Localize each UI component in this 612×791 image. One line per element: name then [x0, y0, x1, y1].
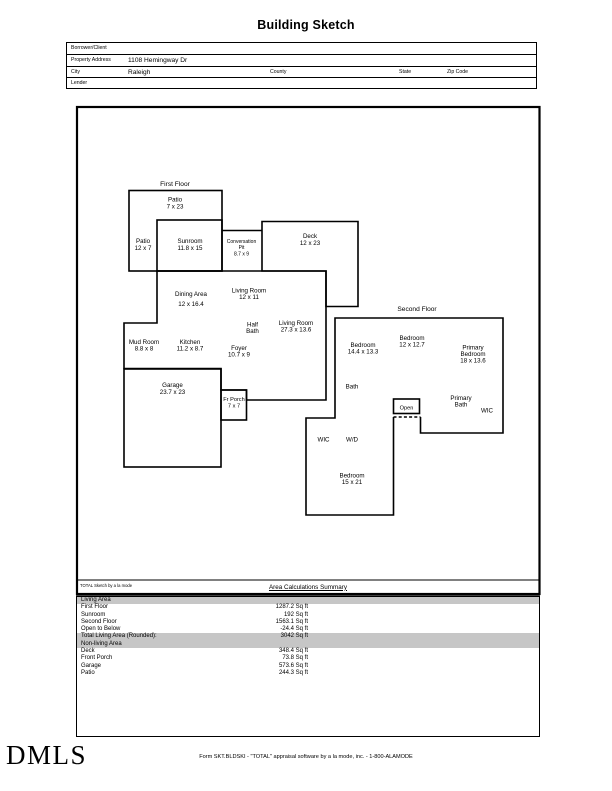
- room-label-foyer: Foyer: [231, 345, 247, 352]
- dmls-logo: DMLS: [6, 740, 88, 770]
- room-dims-patio-top: 7 x 23: [166, 203, 184, 211]
- area-calculations-table: [76, 596, 540, 737]
- room-label-wic-wing: WIC: [317, 436, 330, 444]
- summary-title-text: Area Calculations Summary: [268, 583, 348, 591]
- county-label: County: [270, 68, 287, 75]
- table-row: [77, 670, 539, 677]
- room-dims-garage: 23.7 x 23: [159, 389, 186, 396]
- city-label: City: [71, 68, 80, 75]
- row-value: 573.6 Sq ft: [278, 662, 308, 669]
- borrower-label: Borrower/Client: [71, 45, 107, 51]
- room-dims-foyer: 10.7 x 9: [227, 351, 251, 359]
- row-label: Deck: [81, 648, 95, 655]
- room-label-deck: Deck: [302, 233, 318, 240]
- room-dims-deck: 12 x 23: [299, 240, 321, 247]
- row-label: Garage: [81, 662, 102, 669]
- row-value: 348.4 Sq ft: [278, 648, 308, 655]
- row-label: First Floor: [81, 604, 108, 611]
- city-value: Raleigh: [128, 68, 151, 76]
- room-label-primary-bedroom-2: Bedroom: [460, 351, 486, 358]
- row-label: Front Porch: [81, 655, 113, 662]
- room-dims-mud-room: 8.8 x 8: [134, 345, 154, 353]
- total-label: Total Living Area (Rounded):: [81, 633, 157, 640]
- lender-label: Lender: [71, 79, 88, 86]
- room-label-sunroom: Sunroom: [177, 238, 203, 245]
- row-value: 1287.2 Sq ft: [275, 604, 308, 611]
- room-label-patio-left: Patio: [135, 238, 151, 245]
- room-label-patio-top: Patio: [167, 196, 183, 204]
- room-label-garage: Garage: [162, 382, 183, 389]
- room-label-half-bath-2: Bath: [246, 328, 259, 335]
- room-label-living2: Living Room: [278, 320, 314, 327]
- total-value: 3042 Sq ft: [280, 633, 308, 640]
- row-value: 1563.1 Sq ft: [275, 618, 308, 625]
- room-label-primary-bath: Primary: [450, 395, 472, 402]
- row-label: Open to Below: [81, 626, 121, 633]
- room-label-primary-bath-2: Bath: [454, 401, 468, 409]
- room-dims-primary-bedroom: 18 x 13.6: [460, 357, 486, 365]
- room-label-fr-porch: Fr Porch: [223, 397, 245, 403]
- room-label-living1: Living Room: [231, 287, 267, 295]
- nonliving-area-header: Non-living Area: [81, 640, 122, 647]
- room-dims-conversation-pit: 8.7 x 9: [233, 251, 250, 258]
- room-label-primary-bedroom: Primary: [462, 344, 484, 352]
- room-label-conversation-pit: Conversation: [226, 239, 257, 245]
- form-footer-text: Form SKT.BLDSKI - "TOTAL" appraisal software by a la mode, inc. - 1-800-ALAMODE: [199, 754, 413, 760]
- row-value: -24.4 Sq ft: [280, 626, 308, 633]
- row-label: Sunroom: [81, 611, 106, 618]
- table-row: [77, 655, 539, 662]
- room-dims-fr-porch: 7 x 7: [227, 403, 241, 410]
- room-label-mud-room: Mud Room: [128, 339, 160, 346]
- room-dims-living1: 12 x 11: [239, 294, 259, 301]
- room-label-bath: Bath: [345, 383, 359, 391]
- room-label-kitchen: Kitchen: [179, 339, 201, 346]
- sketch-credit: TOTAL Sketch by a la mode: [80, 583, 133, 588]
- room-label-bedroom3: Bedroom: [339, 472, 365, 480]
- nonliving-area-header-row: [77, 641, 539, 648]
- first-floor-outline: [124, 271, 326, 400]
- state-label: State: [399, 68, 412, 75]
- room-dims-bedroom1: 14.4 x 13.3: [347, 348, 379, 356]
- total-living-area-row: [77, 633, 539, 640]
- room-dims-patio-left: 12 x 7: [134, 245, 152, 252]
- second-floor-label: Second Floor: [397, 306, 437, 313]
- room-label-half-bath: Half: [246, 321, 259, 329]
- room-label-bedroom1: Bedroom: [350, 342, 376, 349]
- table-row: [77, 612, 539, 619]
- table-row: [77, 648, 539, 655]
- second-floor-room-labels: [317, 335, 493, 486]
- row-value: 192 Sq ft: [283, 611, 308, 618]
- table-row: [77, 619, 539, 626]
- living-area-header: Living Area: [81, 597, 111, 603]
- room-dims-kitchen: 11.2 x 8.7: [176, 345, 204, 353]
- room-label-open: Open: [399, 405, 414, 412]
- room-dims-bedroom3: 15 x 21: [341, 479, 363, 486]
- row-value: 244.3 Sq ft: [278, 669, 308, 676]
- room-label-conversation-pit-2: Pit: [238, 245, 245, 251]
- summary-title: [77, 584, 539, 591]
- room-label-wic-main: WIC: [480, 407, 494, 415]
- row-label: Second Floor: [81, 618, 117, 625]
- table-row: [77, 604, 539, 611]
- room-dims-sunroom: 11.8 x 15: [177, 245, 203, 252]
- living-area-header-row: [77, 597, 539, 604]
- room-dims-living2: 27.3 x 13.6: [280, 326, 312, 334]
- room-dims-dining: 12 x 16.4: [178, 301, 204, 308]
- room-label-dining: Dining Area: [175, 291, 207, 298]
- property-address-label: Property Address: [71, 57, 111, 64]
- page-title: Building Sketch: [257, 18, 355, 32]
- room-dims-bedroom2: 12 x 12.7: [399, 341, 425, 349]
- room-label-wd: W/D: [345, 436, 359, 444]
- zip-label: Zip Code: [447, 68, 469, 75]
- row-label: Patio: [81, 669, 95, 676]
- room-label-bedroom2: Bedroom: [399, 335, 425, 342]
- first-floor-label: First Floor: [160, 181, 190, 188]
- table-row: [77, 663, 539, 670]
- row-value: 73.8 Sq ft: [282, 655, 308, 662]
- property-address-value: 1108 Hemingway Dr: [128, 57, 188, 65]
- first-floor-walls: [124, 191, 358, 468]
- table-row: [77, 626, 539, 633]
